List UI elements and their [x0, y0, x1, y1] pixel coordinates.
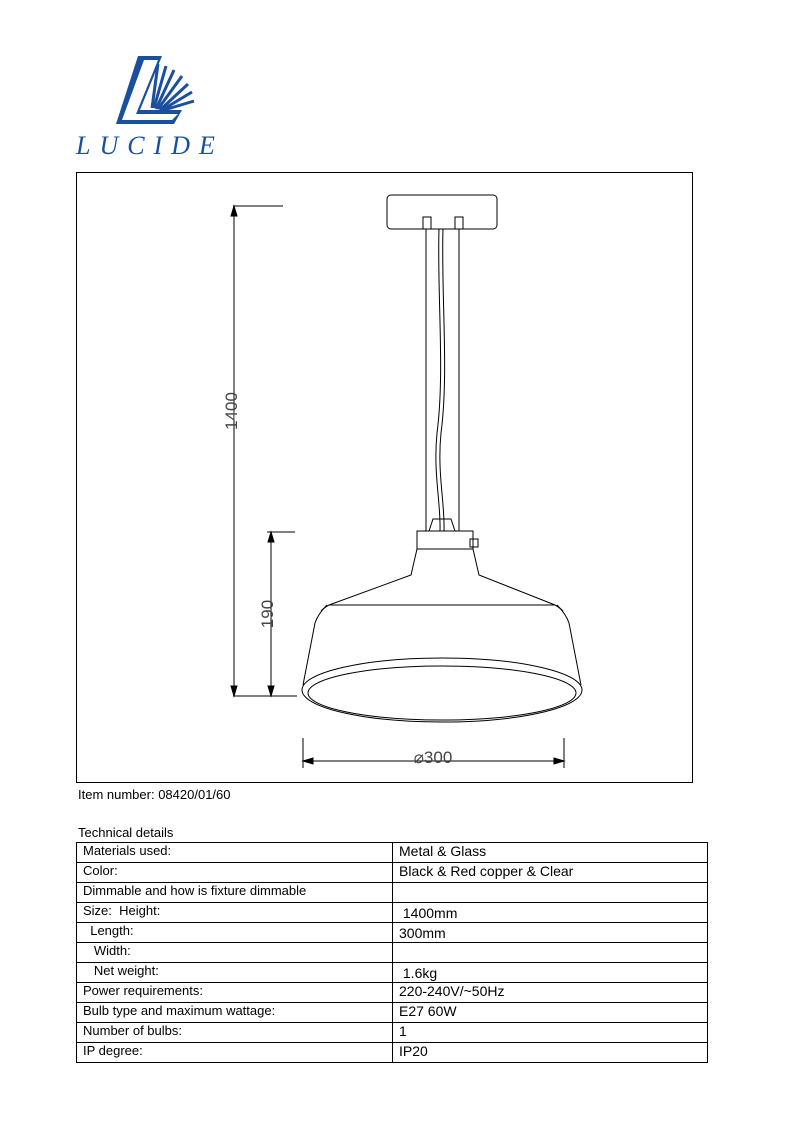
dimension-height-label: 1400 [222, 392, 241, 430]
lamp-holder [429, 519, 455, 531]
technical-details-table [76, 842, 708, 1063]
dimension-diameter-label: ⌀300 [413, 748, 453, 767]
spec-value: 1.6kg [393, 963, 708, 983]
spec-value: 1 [393, 1023, 708, 1043]
spec-label: IP degree: [77, 1043, 393, 1063]
spec-value: IP20 [393, 1043, 708, 1063]
spec-label: Width: [77, 943, 393, 963]
spec-value: E27 60W [393, 1003, 708, 1023]
lucide-logo-text: LUCIDE [76, 131, 224, 160]
spec-label: Size: Height: [77, 903, 393, 923]
spec-label: Color: [77, 863, 393, 883]
table-row [77, 983, 708, 1003]
spec-value: Metal & Glass [393, 843, 708, 863]
spec-label: Length: [77, 923, 393, 943]
spec-value [393, 883, 708, 903]
lucide-logo-icon [74, 52, 224, 162]
table-row [77, 903, 708, 923]
table-row [77, 963, 708, 983]
spec-label: Dimmable and how is fixture dimmable [77, 883, 393, 903]
ceiling-canopy [387, 195, 497, 229]
spec-label: Materials used: [77, 843, 393, 863]
dimension-shade-height-label: 190 [258, 599, 277, 629]
spec-value: 1400mm [393, 903, 708, 923]
spec-value: Black & Red copper & Clear [393, 863, 708, 883]
spec-label: Power requirements: [77, 983, 393, 1003]
table-row [77, 1023, 708, 1043]
spec-value [393, 943, 708, 963]
technical-drawing [76, 172, 693, 783]
pendant-lamp-drawing [77, 173, 694, 784]
spec-label: Number of bulbs: [77, 1023, 393, 1043]
spec-label: Net weight: [77, 963, 393, 983]
table-row [77, 943, 708, 963]
table-row [77, 1003, 708, 1023]
table-row [77, 843, 708, 863]
table-row [77, 883, 708, 903]
table-row [77, 923, 708, 943]
item-number: Item number: 08420/01/60 [78, 787, 231, 802]
spec-value: 220-240V/~50Hz [393, 983, 708, 1003]
table-row [77, 1043, 708, 1063]
spec-value: 300mm [393, 923, 708, 943]
technical-details-title: Technical details [78, 825, 174, 840]
power-cable [436, 229, 441, 531]
spec-label: Bulb type and maximum wattage: [77, 1003, 393, 1023]
lucide-logo [74, 52, 224, 162]
table-row [77, 863, 708, 883]
